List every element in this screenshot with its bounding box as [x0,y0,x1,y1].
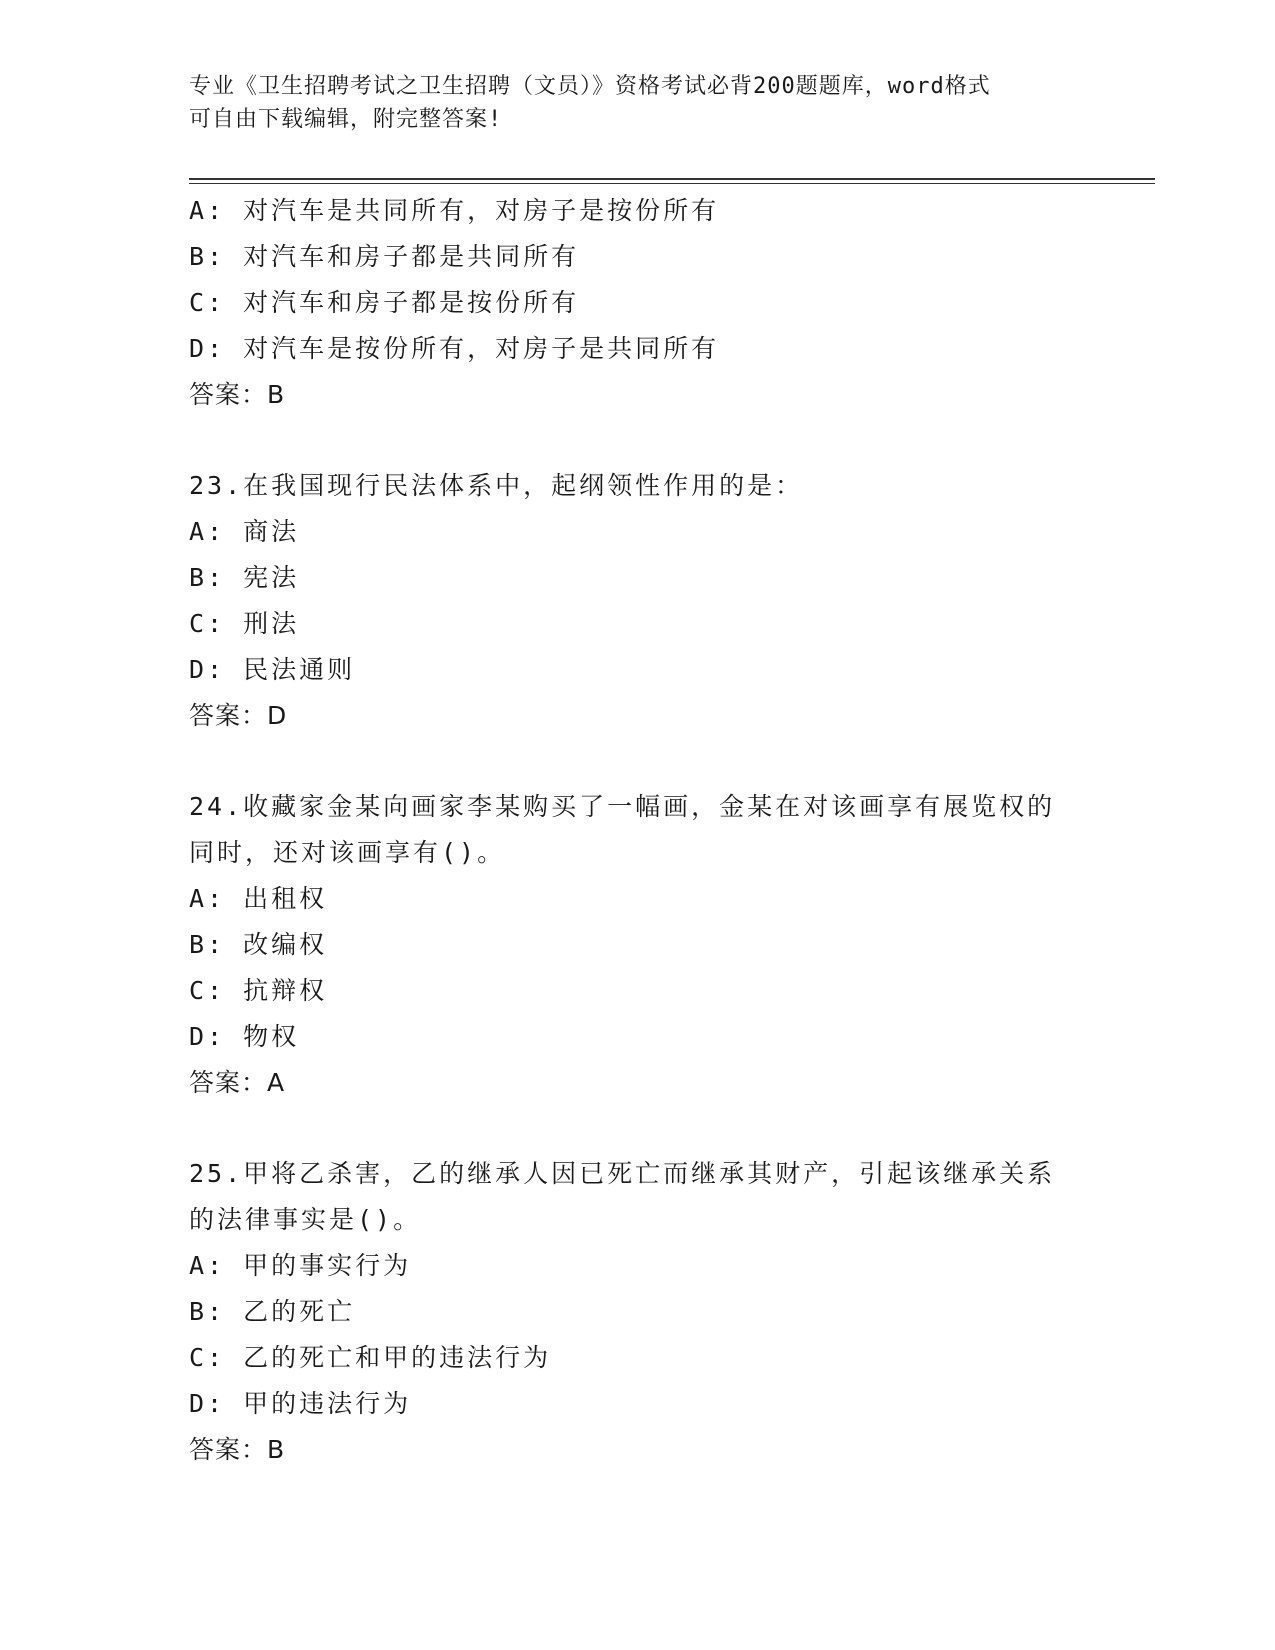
question-block-24 [189,784,1089,1106]
question-text-line-1: 24.收藏家金某向画家李某购买了一幅画，金某在对该画享有展览权的 [189,792,1056,821]
question-text-line-2: 的法律事实是()。 [189,1205,422,1234]
option-c: C: 刑法 [189,609,300,638]
header-line-1: 专业《卫生招聘考试之卫生招聘（文员）》资格考试必背200题题库，word格式 [189,74,991,99]
option-a: A: 甲的事实行为 [189,1251,412,1280]
option-a: A: 商法 [189,517,300,546]
answer-line: 答案：B [189,380,286,409]
option-a: A: 对汽车是共同所有，对房子是按份所有 [189,196,720,225]
question-text: 23.在我国现行民法体系中，起纲领性作用的是： [189,471,804,500]
header-line-2: 可自由下载编辑，附完整答案! [189,107,503,132]
option-c: C: 对汽车和房子都是按份所有 [189,288,580,317]
spacer [189,739,1089,784]
option-b: B: 宪法 [189,563,300,592]
question-list [189,188,1089,1473]
question-block-22 [189,188,1089,418]
option-d: D: 物权 [189,1022,300,1051]
header-rule-thin [189,183,1155,184]
option-b: B: 改编权 [189,930,328,959]
option-b: B: 乙的死亡 [189,1297,356,1326]
question-block-23 [189,463,1089,739]
question-block-25 [189,1151,1089,1473]
option-b: B: 对汽车和房子都是共同所有 [189,242,580,271]
answer-line: 答案：A [189,1068,286,1097]
answer-line: 答案：B [189,1435,286,1464]
option-a: A: 出租权 [189,884,328,913]
answer-line: 答案：D [189,701,288,730]
question-text-line-1: 25.甲将乙杀害，乙的继承人因已死亡而继承其财产，引起该继承关系 [189,1159,1056,1188]
spacer [189,418,1089,463]
option-d: D: 民法通则 [189,655,356,684]
spacer [189,1106,1089,1151]
option-d: D: 对汽车是按份所有，对房子是共同所有 [189,334,720,363]
document-header [189,70,1089,136]
option-c: C: 抗辩权 [189,976,328,1005]
option-c: C: 乙的死亡和甲的违法行为 [189,1343,552,1372]
question-text-line-2: 同时，还对该画享有()。 [189,838,506,867]
option-d: D: 甲的违法行为 [189,1389,412,1418]
header-rule-thick [189,178,1155,180]
